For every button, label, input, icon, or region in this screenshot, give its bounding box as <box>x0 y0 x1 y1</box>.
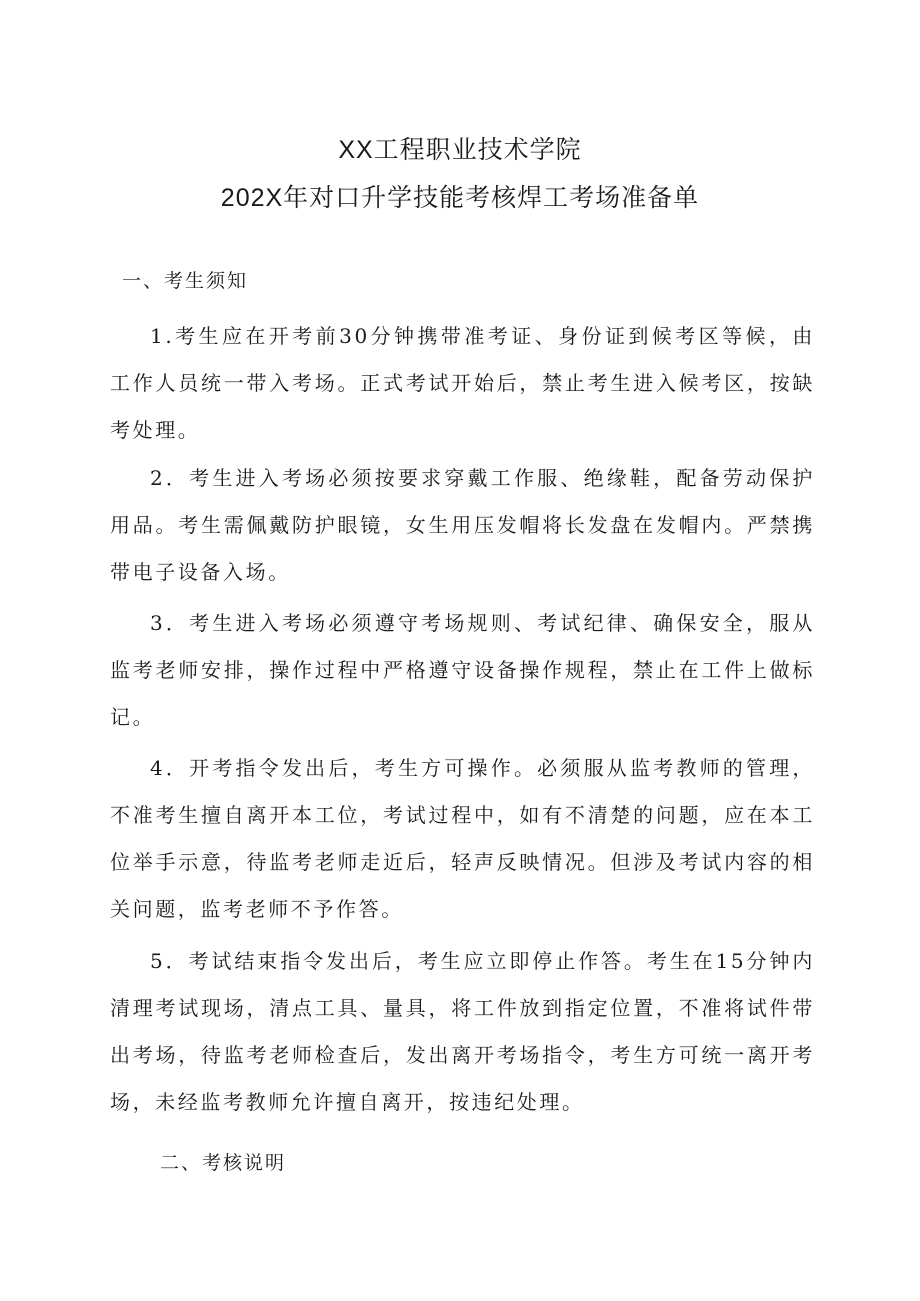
notice-paragraph-2: 2．考生进入考场必须按要求穿戴工作服、绝缘鞋，配备劳动保护用品。考生需佩戴防护眼镜，女生用压发帽将长发盘在发帽内。严禁携带电子设备入场。 <box>110 466 815 584</box>
notice-paragraph-1: 1.考生应在开考前30分钟携带准考证、身份证到候考区等候，由工作人员统一带入考场。正式考试开始后，禁止考生进入候考区，按缺考处理。 <box>110 324 815 442</box>
document-subtitle: 202X年对口升学技能考核焊工考场准备单 <box>220 184 700 212</box>
notice-paragraph-3: 3．考生进入考场必须遵守考场规则、考试纪律、确保安全，服从监考老师安排，操作过程中严格遵守设备操作规程，禁止在工件上做标记。 <box>110 611 815 729</box>
notice-paragraph-4: 4．开考指令发出后，考生方可操作。必须服从监考教师的管理，不准考生擅自离开本工位，考试过程中，如有不清楚的问题，应在本工位举手示意，待监考老师走近后，轻声反映情况。但涉及考试内容的相关问题，监考老师不予作答。 <box>110 756 815 921</box>
section-heading-candidate-notice: 一、考生须知 <box>122 270 249 292</box>
notice-paragraph-5: 5．考试结束指令发出后，考生应立即停止作答。考生在15分钟内清理考试现场，清点工具、量具，将工件放到指定位置，不准将试件带出考场，待监考老师检查后，发出离开考场指令，考生方可统一离开考场，未经监考教师允许擅自离开，按违纪处理。 <box>110 949 815 1114</box>
document-title: XX工程职业技术学院 <box>338 136 582 164</box>
section-heading-assessment-description: 二、考核说明 <box>160 1152 287 1174</box>
